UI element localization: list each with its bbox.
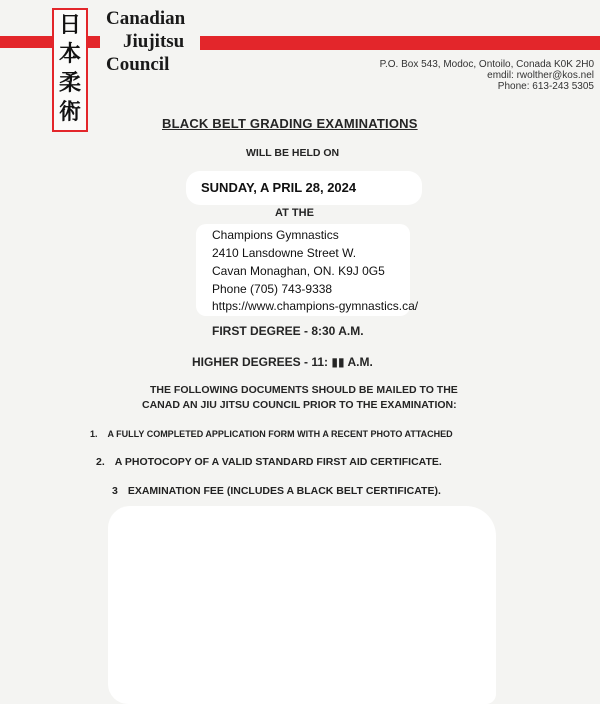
seal-glyph: 本 (58, 41, 81, 67)
at-the-text: AT THE (275, 207, 314, 219)
venue-street: 2410 Lansdowne Street W. (212, 246, 357, 260)
higher-degrees-time: HIGHER DEGREES - 11: ▮▮ A.M. (192, 355, 373, 369)
list-item-text: A FULLY COMPLETED APPLICATION FORM WITH A RECENT PHOTO ATTACHED (107, 429, 453, 439)
venue-city: Cavan Monaghan, ON. K9J 0G5 (212, 264, 385, 278)
header-red-bar-right (200, 36, 600, 50)
list-item (96, 456, 442, 468)
exam-date: SUNDAY, A PRIL 28, 2024 (201, 180, 357, 195)
org-name-line2: Jiujitsu (123, 31, 185, 52)
seal-glyph: 術 (58, 99, 81, 125)
venue-url: https://www.champions-gymnastics.ca/ (212, 299, 419, 313)
org-name-line3: Council (106, 54, 170, 75)
org-phone: Phone: 613-243 5305 (497, 81, 594, 92)
first-degree-time: FIRST DEGREE - 8:30 A.M. (212, 324, 364, 338)
venue-phone: Phone (705) 743-9338 (212, 282, 333, 296)
list-item (112, 485, 441, 497)
org-address: P.O. Box 543, Modoc, Ontoilo, Conada K0K 2H0 (379, 59, 594, 70)
list-item (90, 429, 453, 439)
seal-glyph: 柔 (58, 70, 81, 96)
seal-glyph: 日 (58, 12, 81, 38)
list-item-text: EXAMINATION FEE (INCLUDES A BLACK BELT CERTIFICATE). (127, 485, 441, 497)
kanji-seal-logo (52, 8, 88, 132)
documents-intro-line2: CANAD AN JIU JITSU COUNCIL PRIOR TO THE EXAMINATION: (142, 399, 457, 411)
will-be-held-text: WILL BE HELD ON (246, 147, 340, 159)
list-item-number: 2. (96, 456, 105, 468)
list-item-number: 3 (112, 485, 118, 497)
venue-name: Champions Gymnastics (212, 228, 339, 242)
list-item-number: 1. (90, 429, 98, 439)
redacted-area (108, 506, 496, 704)
org-name-line1: Canadian (106, 8, 186, 29)
org-email: emdil: rwolther@kos.nel (487, 70, 594, 81)
list-item-text: A PHOTOCOPY OF A VALID STANDARD FIRST AID CERTIFICATE. (114, 456, 442, 468)
documents-intro-line1: THE FOLLOWING DOCUMENTS SHOULD BE MAILED TO THE (150, 384, 458, 396)
page-title: BLACK BELT GRADING EXAMINATIONS (162, 116, 418, 131)
